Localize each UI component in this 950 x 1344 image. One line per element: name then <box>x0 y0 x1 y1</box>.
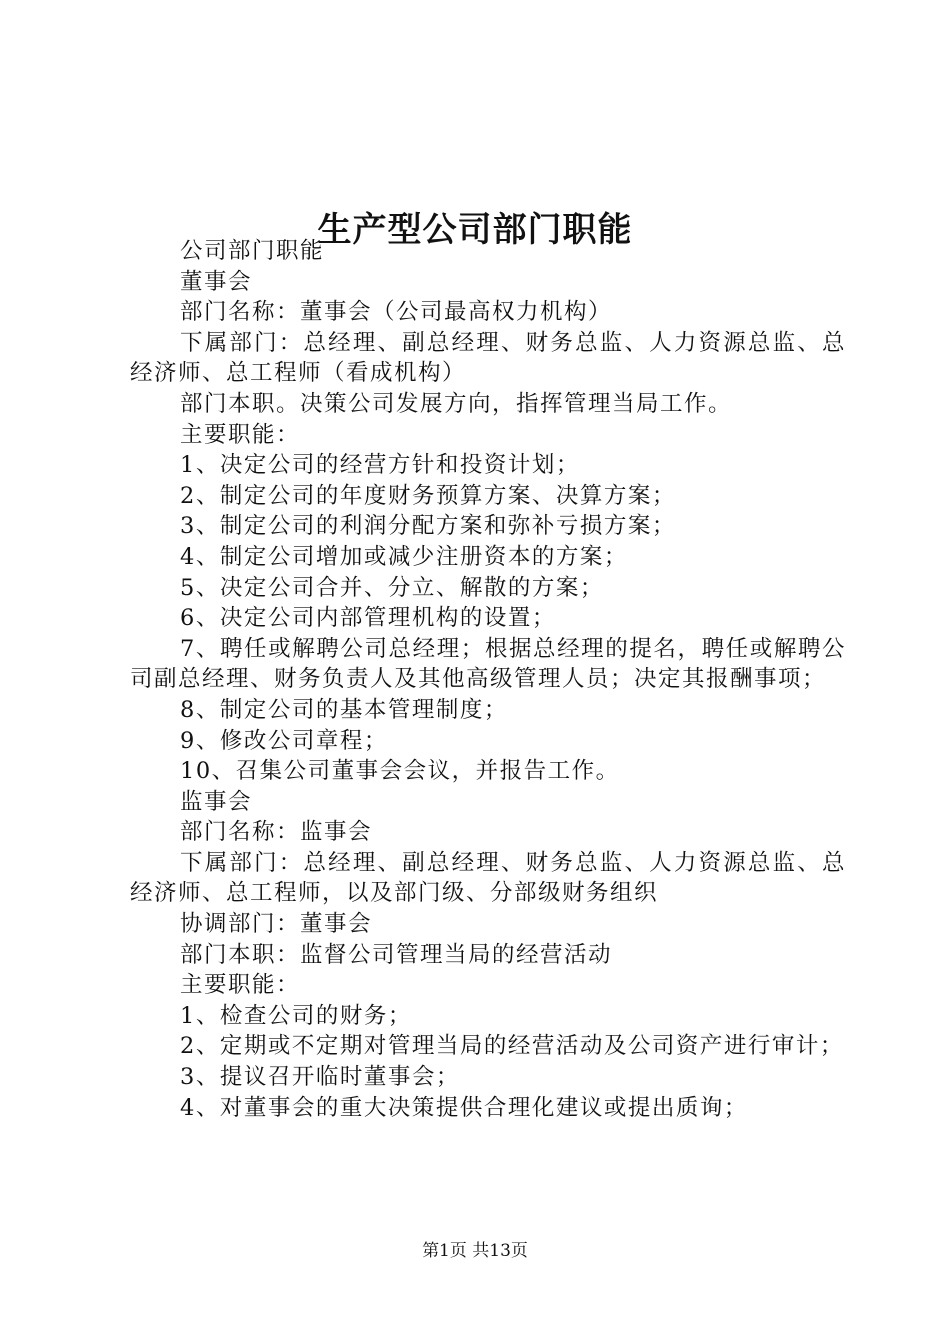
paragraph: 协调部门：董事会 <box>180 911 373 938</box>
paragraph: 1、检查公司的财务； <box>180 1002 412 1029</box>
document-title: 生产型公司部门职能 <box>317 209 633 250</box>
paragraph: 7、聘任或解聘公司总经理；根据总经理的提名，聘任或解聘公司副总经理、财务负责人及其他高级管理人员；决定其报酬事项； <box>130 635 846 693</box>
paragraph: 1、决定公司的经营方针和投资计划； <box>180 452 580 479</box>
paragraph: 2、定期或不定期对管理当局的经营活动及公司资产进行审计； <box>180 1033 844 1060</box>
paragraph: 主要职能： <box>180 421 301 448</box>
paragraph: 3、提议召开临时董事会； <box>180 1064 460 1091</box>
paragraph: 4、制定公司增加或减少注册资本的方案； <box>180 543 628 570</box>
paragraph: 3、制定公司的利润分配方案和弥补亏损方案； <box>180 513 676 540</box>
paragraph: 下属部门：总经理、副总经理、财务总监、人力资源总监、总经济师、总工程师（看成机构） <box>130 329 846 387</box>
paragraph: 6、决定公司内部管理机构的设置； <box>180 605 556 632</box>
paragraph: 9、修改公司章程； <box>180 727 388 754</box>
paragraph: 部门名称：董事会（公司最高权力机构） <box>180 299 613 326</box>
paragraph: 5、决定公司合并、分立、解散的方案； <box>180 574 604 601</box>
paragraph: 监事会 <box>180 788 253 815</box>
document-body <box>130 236 846 1123</box>
paragraph: 下属部门：总经理、副总经理、财务总监、人力资源总监、总经济师、总工程师，以及部门级、分部级财务组织 <box>130 849 846 907</box>
paragraph: 4、对董事会的重大决策提供合理化建议或提出质询； <box>180 1094 748 1121</box>
paragraph: 董事会 <box>180 268 253 295</box>
paragraph: 部门本职：监督公司管理当局的经营活动 <box>180 941 613 968</box>
page-footer: 第1页 共13页 <box>422 1241 528 1261</box>
paragraph: 10、召集公司董事会会议，并报告工作。 <box>180 758 620 785</box>
paragraph: 主要职能： <box>180 972 301 999</box>
paragraph: 公司部门职能 <box>180 238 325 264</box>
paragraph: 部门名称：监事会 <box>180 819 373 846</box>
paragraph: 部门本职。决策公司发展方向，指挥管理当局工作。 <box>180 390 733 417</box>
paragraph: 8、制定公司的基本管理制度； <box>180 696 508 723</box>
paragraph: 2、制定公司的年度财务预算方案、决算方案； <box>180 482 676 509</box>
